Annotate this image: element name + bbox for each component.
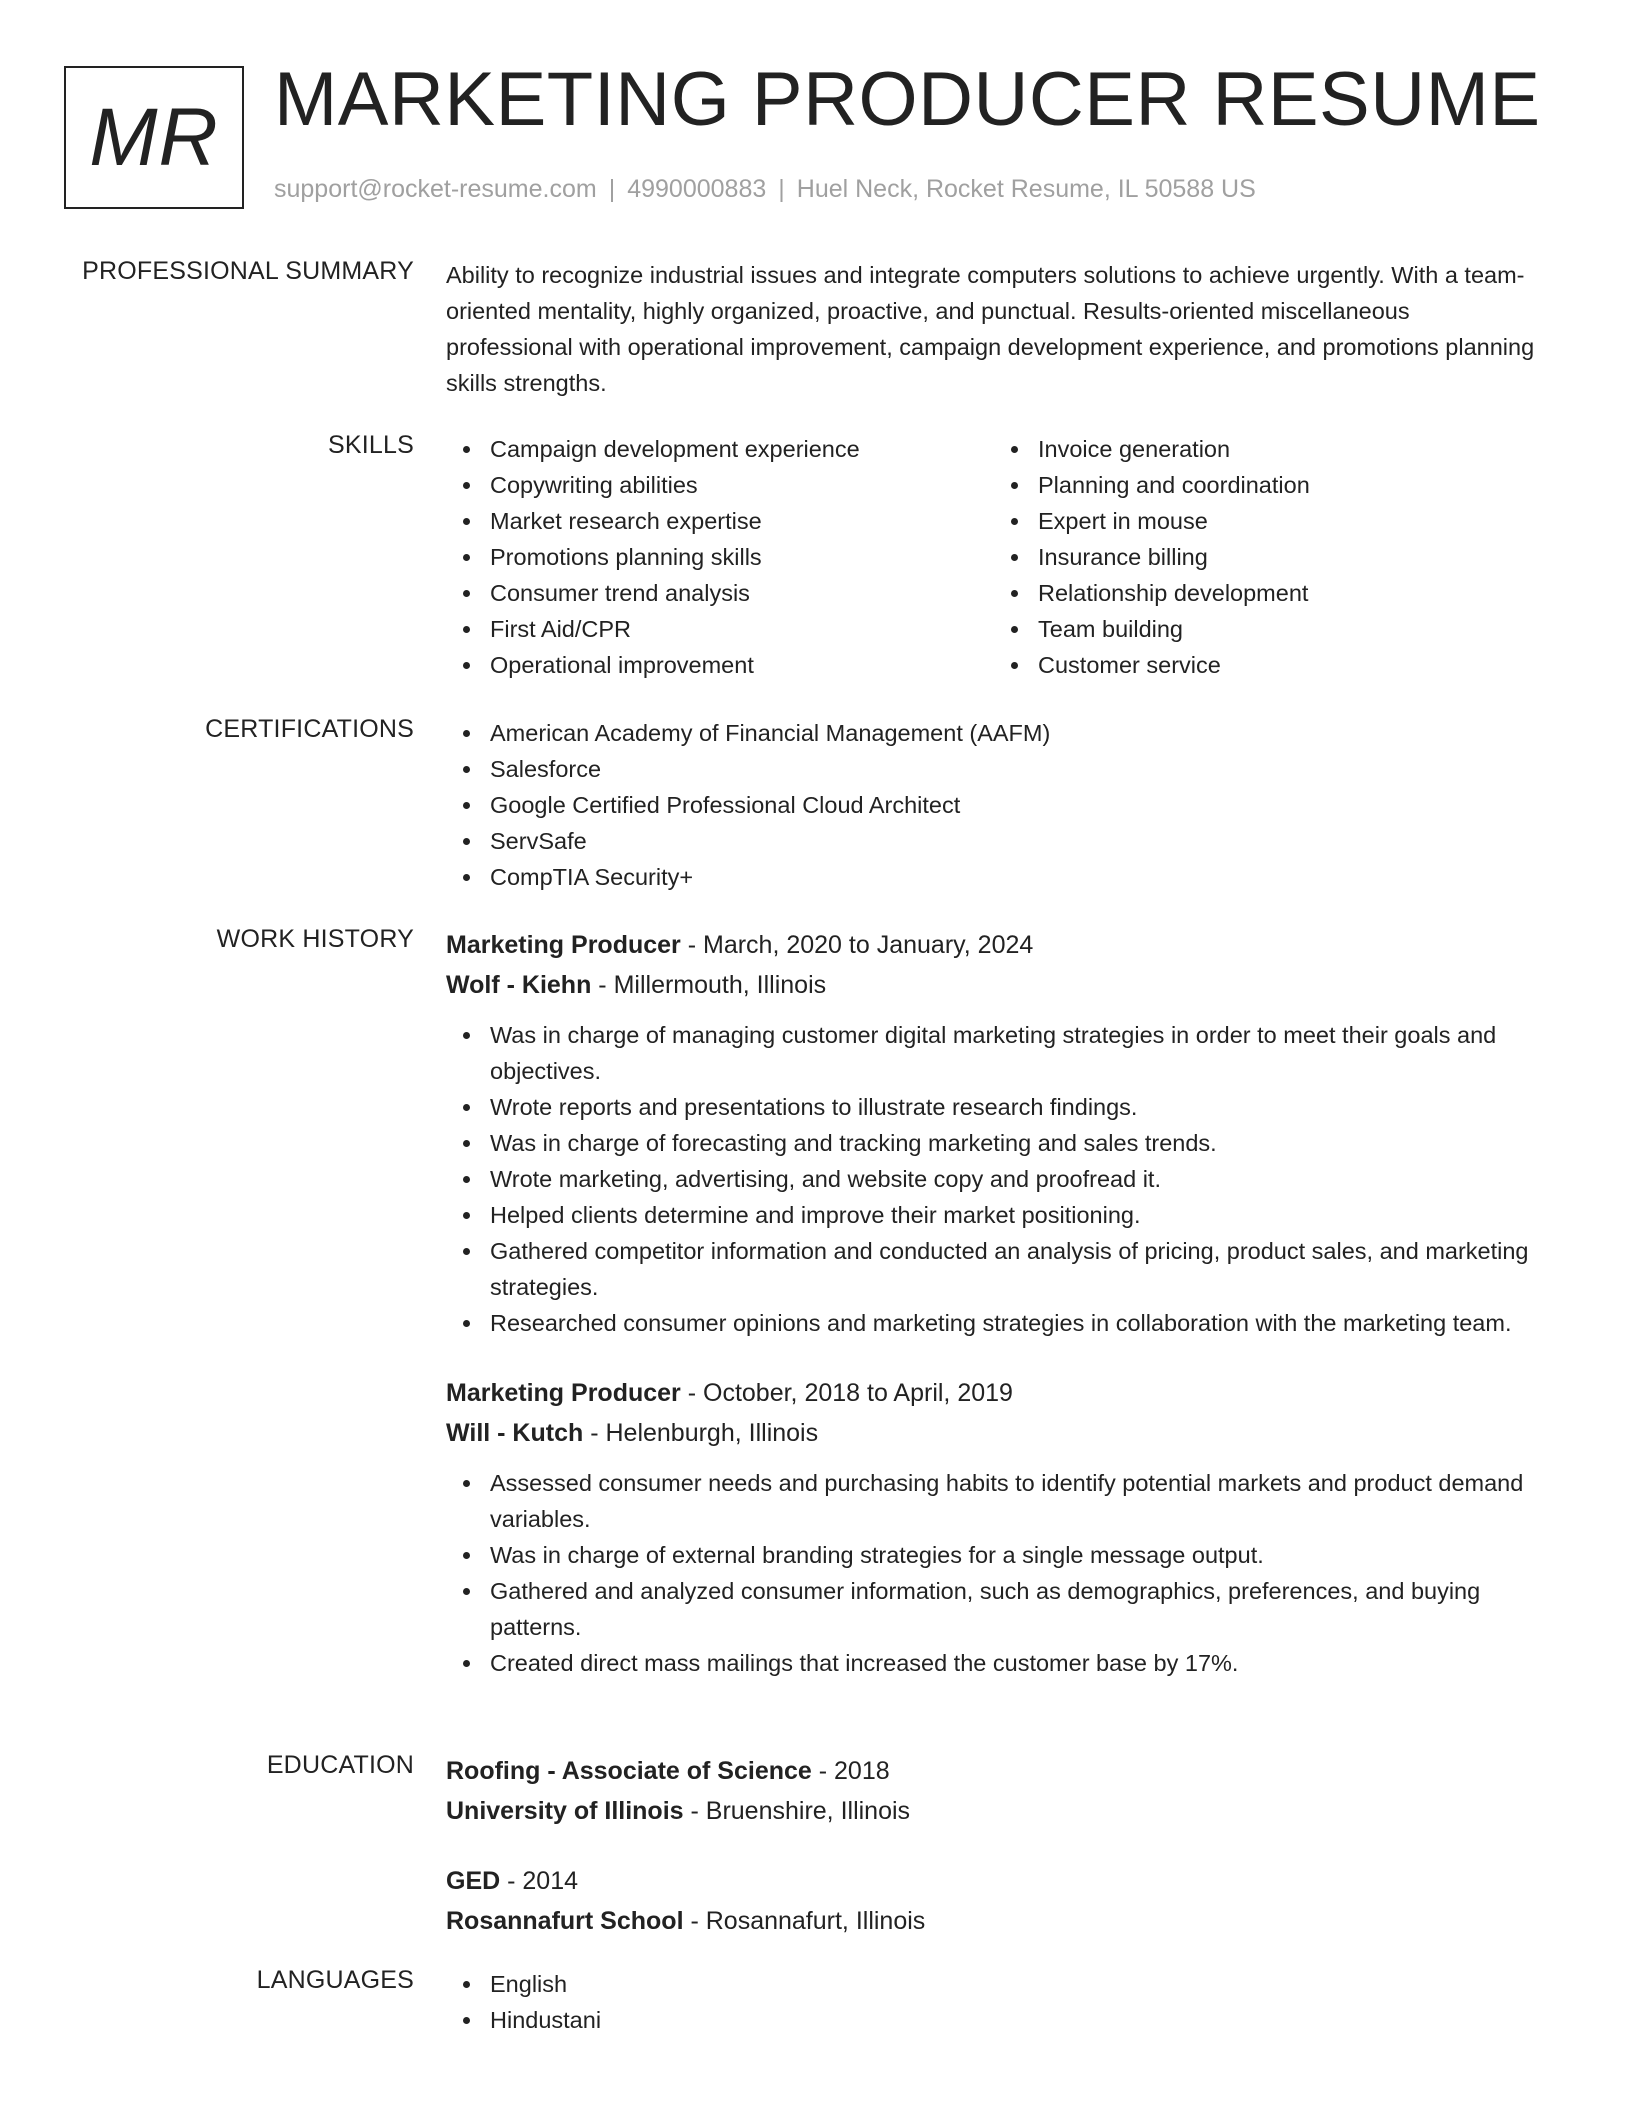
skills-column-1	[446, 431, 994, 683]
certification-item: ServSafe	[446, 823, 1566, 859]
job-bullet: Was in charge of forecasting and tracking marketing and sales trends.	[446, 1125, 1566, 1161]
section-title: PROFESSIONAL SUMMARY	[82, 257, 414, 285]
education-entry	[446, 1751, 1566, 1831]
education-school-line	[446, 1901, 1566, 1941]
job-bullet: Was in charge of managing customer digital marketing strategies in order to meet their goals and objectives.	[446, 1017, 1566, 1089]
skill-item: Copywriting abilities	[446, 467, 994, 503]
education-degree: Roofing - Associate of Science	[446, 1757, 812, 1785]
job-bullet: Gathered competitor information and conducted an analysis of pricing, product sales, and marketing strategies.	[446, 1233, 1566, 1305]
job-company: Will - Kutch	[446, 1419, 584, 1447]
skill-item: Promotions planning skills	[446, 539, 994, 575]
education-degree: GED	[446, 1867, 501, 1895]
education-location: - Rosannafurt, Illinois	[683, 1907, 926, 1935]
job-entry	[446, 925, 1566, 1341]
skill-item: Invoice generation	[994, 431, 1542, 467]
job-dates: - March, 2020 to January, 2024	[680, 931, 1034, 959]
job-dates: - October, 2018 to April, 2019	[680, 1379, 1013, 1407]
job-company-line	[446, 965, 1566, 1005]
skill-item: Consumer trend analysis	[446, 575, 994, 611]
job-role: Marketing Producer	[446, 1379, 681, 1407]
languages-body	[446, 1966, 1566, 2038]
education-degree-line	[446, 1861, 1566, 1901]
contact-separator: |	[608, 175, 616, 203]
job-title-line	[446, 1373, 1566, 1413]
skill-item: Planning and coordination	[994, 467, 1542, 503]
skill-item: Operational improvement	[446, 647, 994, 683]
job-bullet: Was in charge of external branding strategies for a single message output.	[446, 1537, 1566, 1573]
job-entry	[446, 1373, 1566, 1681]
job-bullet: Wrote reports and presentations to illustrate research findings.	[446, 1089, 1566, 1125]
certification-item: American Academy of Financial Management (AAFM)	[446, 715, 1566, 751]
certifications-body	[446, 715, 1566, 895]
education-school-line	[446, 1791, 1566, 1831]
education-year: - 2018	[811, 1757, 890, 1785]
job-bullet: Assessed consumer needs and purchasing habits to identify potential markets and product demand variables.	[446, 1465, 1566, 1537]
job-company: Wolf - Kiehn	[446, 971, 592, 999]
job-location: - Millermouth, Illinois	[591, 971, 827, 999]
language-item: English	[446, 1966, 1566, 2002]
section-title: EDUCATION	[266, 1751, 414, 1779]
education-entry	[446, 1861, 1566, 1941]
skill-item: Expert in mouse	[994, 503, 1542, 539]
skill-item: Market research expertise	[446, 503, 994, 539]
skills-body	[446, 431, 1566, 683]
contact-phone: 4990000883	[627, 175, 767, 203]
education-location: - Bruenshire, Illinois	[683, 1797, 911, 1825]
skill-item: Customer service	[994, 647, 1542, 683]
skill-item: Team building	[994, 611, 1542, 647]
contact-address: Huel Neck, Rocket Resume, IL 50588 US	[796, 175, 1256, 203]
resume-title: MARKETING PRODUCER RESUME	[274, 57, 1541, 142]
section-title: WORK HISTORY	[216, 925, 414, 953]
skill-item: Relationship development	[994, 575, 1542, 611]
job-role: Marketing Producer	[446, 931, 681, 959]
monogram-initials: MR	[89, 91, 219, 183]
section-title: LANGUAGES	[256, 1966, 414, 1994]
contact-separator: |	[778, 175, 785, 203]
education-year: - 2014	[500, 1867, 579, 1895]
skill-item: Insurance billing	[994, 539, 1542, 575]
certification-item: Google Certified Professional Cloud Architect	[446, 787, 1566, 823]
skill-item: First Aid/CPR	[446, 611, 994, 647]
job-bullets	[446, 1017, 1566, 1341]
job-bullet: Gathered and analyzed consumer information, such as demographics, preferences, and buying patterns.	[446, 1573, 1566, 1645]
language-item: Hindustani	[446, 2002, 1566, 2038]
job-bullet: Helped clients determine and improve their market positioning.	[446, 1197, 1566, 1233]
job-title-line	[446, 925, 1566, 965]
education-school: Rosannafurt School	[446, 1907, 684, 1935]
education-school: University of Illinois	[446, 1797, 684, 1825]
work-history-body	[446, 925, 1566, 1681]
contact-line	[274, 175, 1256, 204]
skill-item: Campaign development experience	[446, 431, 994, 467]
job-bullet: Researched consumer opinions and marketing strategies in collaboration with the marketing team.	[446, 1305, 1566, 1341]
summary-text: Ability to recognize industrial issues and integrate computers solutions to achieve urgently. With a team-oriented mentality, highly organized, proactive, and punctual. Results-oriented miscellaneous professional with operational improvement, campaign development experience, and promotions planning skills strengths.	[446, 262, 1535, 396]
job-bullets	[446, 1465, 1566, 1681]
skills-column-2	[994, 431, 1542, 683]
certification-item: CompTIA Security+	[446, 859, 1566, 895]
education-body	[446, 1751, 1566, 1941]
job-location: - Helenburgh, Illinois	[583, 1419, 819, 1447]
job-company-line	[446, 1413, 1566, 1453]
job-bullet: Created direct mass mailings that increased the customer base by 17%.	[446, 1645, 1566, 1681]
certification-item: Salesforce	[446, 751, 1566, 787]
section-title: CERTIFICATIONS	[205, 715, 414, 743]
education-degree-line	[446, 1751, 1566, 1791]
job-bullet: Wrote marketing, advertising, and website copy and proofread it.	[446, 1161, 1566, 1197]
contact-email: support@rocket-resume.com	[274, 175, 597, 203]
monogram-box	[64, 66, 244, 209]
section-title: SKILLS	[328, 431, 414, 459]
